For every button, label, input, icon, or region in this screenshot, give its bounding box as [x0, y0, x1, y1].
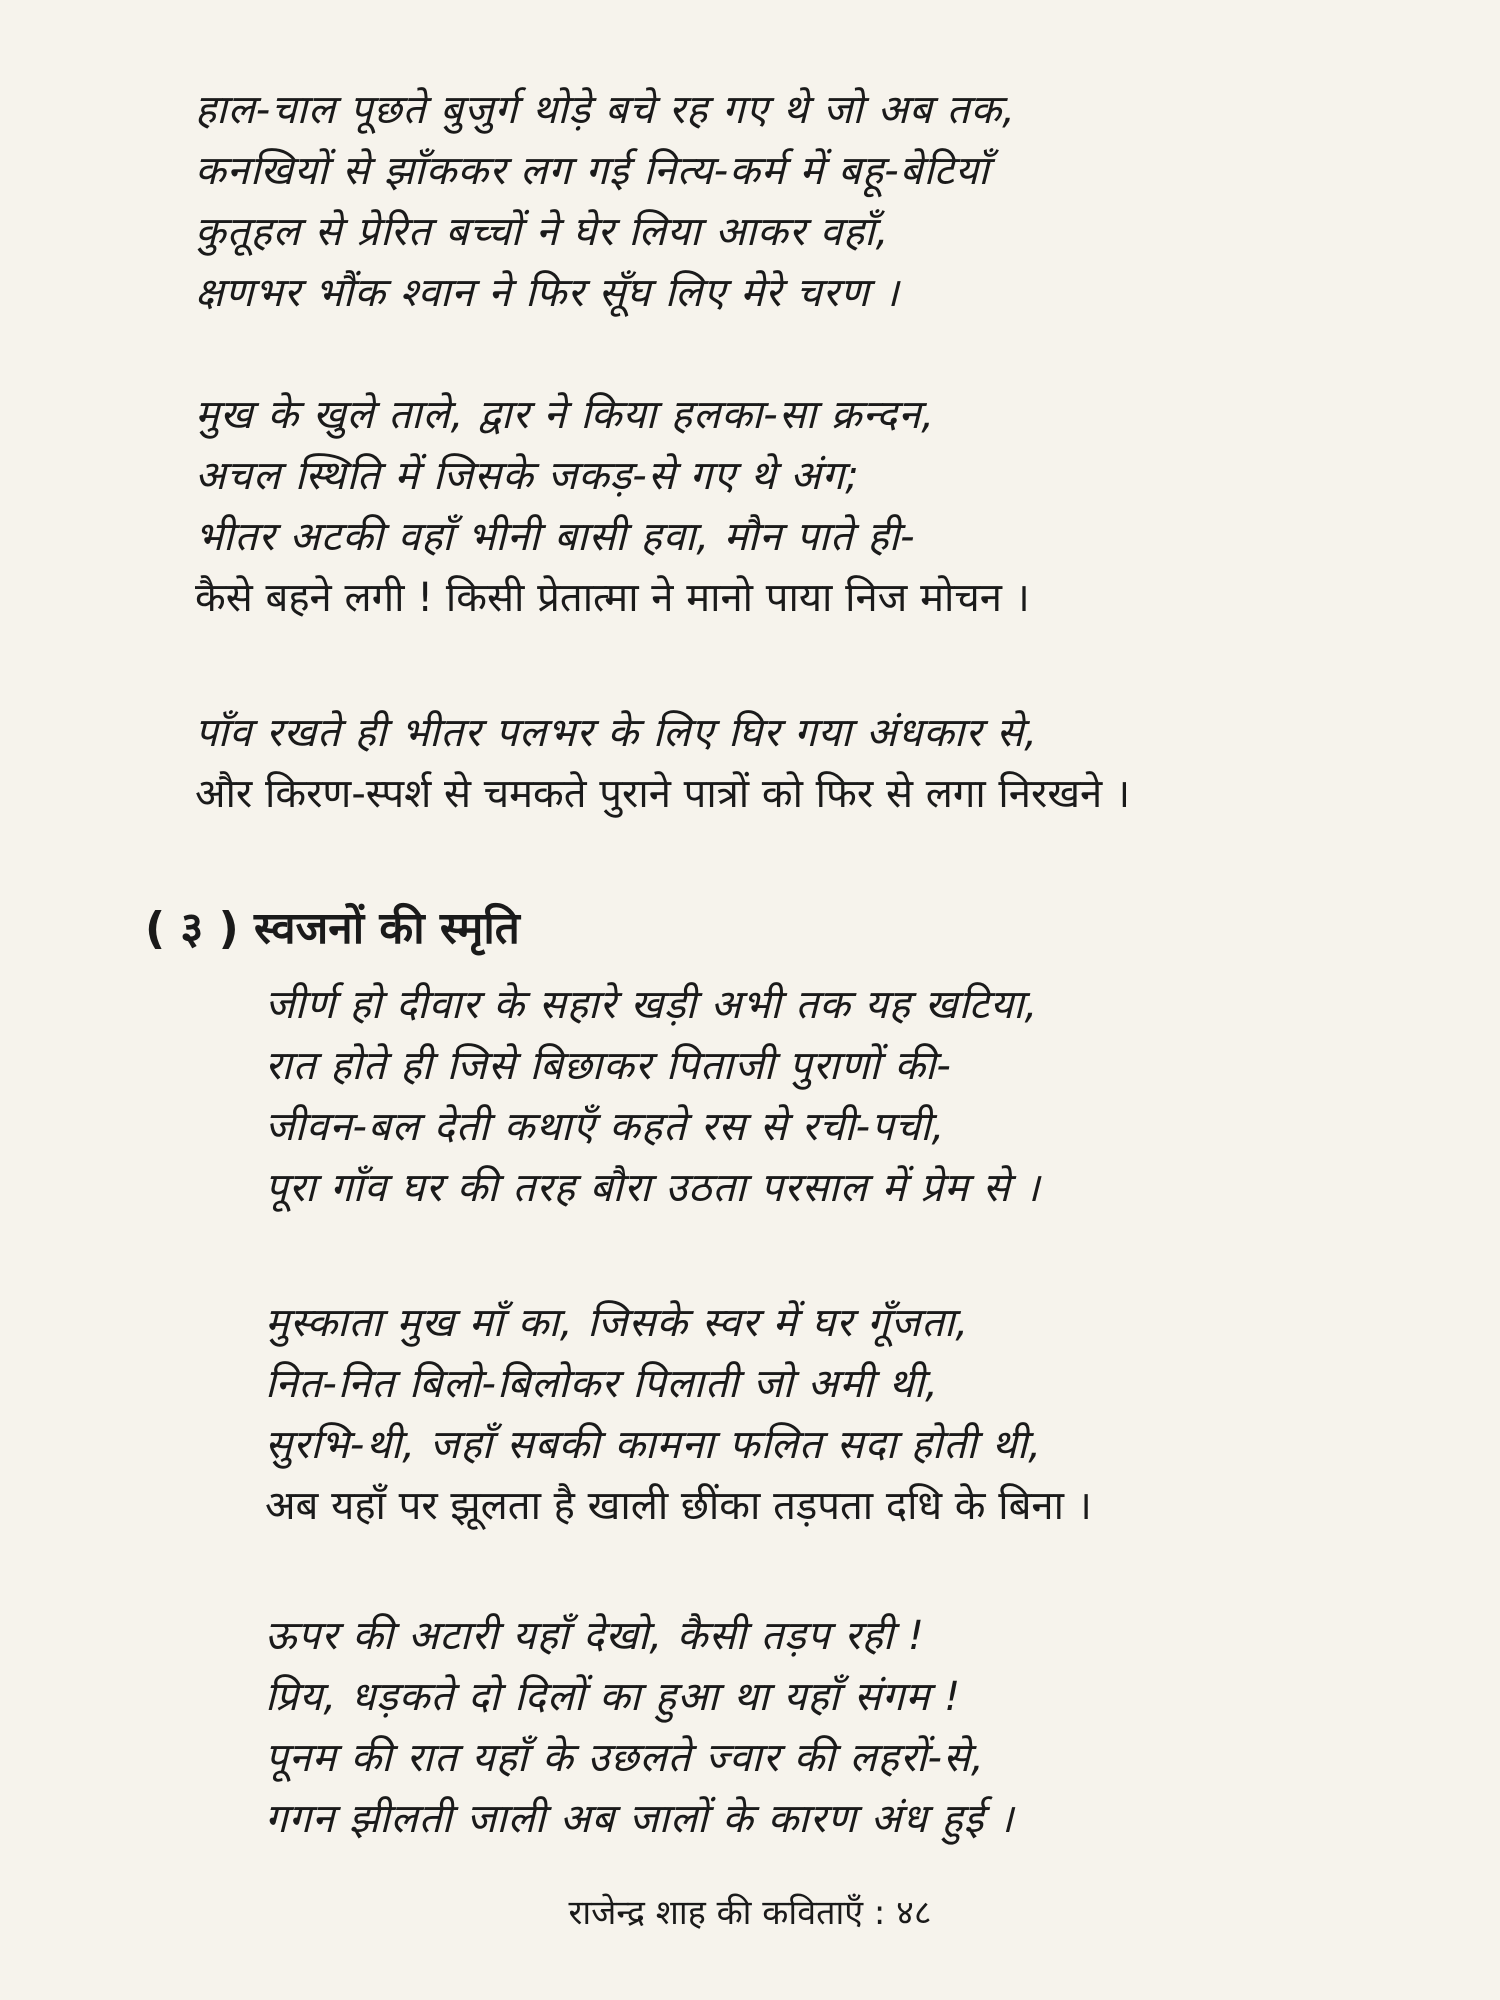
- poem-line: हाल-चाल पूछते बुजुर्ग थोड़े बचे रह गए थे जो अब तक,: [195, 87, 1016, 133]
- poem-line: पूरा गाँव घर की तरह बौरा उठता परसाल में प्रेम से ।: [265, 1165, 1041, 1211]
- poem-line: कैसे बहने लगी ! किसी प्रेतात्मा ने मानो पाया निज मोचन ।: [195, 575, 1030, 621]
- poem-line: जीवन-बल देती कथाएँ कहते रस से रची-पची,: [265, 1104, 946, 1150]
- section-heading: ( ३ ) स्वजनों की स्मृति: [145, 903, 520, 954]
- poem-line: प्रिय, धड़कते दो दिलों का हुआ था यहाँ संगम !: [265, 1674, 962, 1720]
- poem-line: गगन झीलती जाली अब जालों के कारण अंध हुई ।: [265, 1796, 1015, 1842]
- stanza-5: [265, 1293, 1092, 1537]
- poem-line: जीर्ण हो दीवार के सहारे खड़ी अभी तक यह खटिया,: [265, 982, 1039, 1028]
- poem-line: कनखियों से झाँककर लग गई नित्य-कर्म में बहू-बेटियाँ: [195, 148, 990, 194]
- poem-line: भीतर अटकी वहाँ भीनी बासी हवा, मौन पाते ही-: [195, 514, 916, 560]
- poem-line: अब यहाँ पर झूलता है खाली छींका तड़पता दधि के बिना ।: [265, 1483, 1092, 1529]
- poem-line: ऊपर की अटारी यहाँ देखो, कैसी तड़प रही !: [265, 1613, 925, 1659]
- poem-line: पूनम की रात यहाँ के उछलते ज्वार की लहरों-से,: [265, 1735, 985, 1781]
- poem-line: नित-नित बिलो-बिलोकर पिलाती जो अमी थी,: [265, 1361, 939, 1407]
- stanza-1: [195, 80, 1016, 324]
- poem-line: रात होते ही जिसे बिछाकर पिताजी पुराणों की-: [265, 1043, 952, 1089]
- poem-line: पाँव रखते ही भीतर पलभर के लिए घिर गया अंधकार से,: [195, 710, 1039, 756]
- poem-line: और किरण-स्पर्श से चमकते पुराने पात्रों को फिर से लगा निरखने ।: [195, 771, 1131, 817]
- stanza-6: [265, 1606, 1014, 1850]
- poem-line: सुरभि-थी, जहाँ सबकी कामना फलित सदा होती थी,: [265, 1422, 1042, 1468]
- poem-line: क्षणभर भौंक श्वान ने फिर सूँघ लिए मेरे चरण ।: [195, 270, 900, 316]
- stanza-2: [195, 385, 1030, 629]
- poem-line: मुस्काता मुख माँ का, जिसके स्वर में घर गूँजता,: [265, 1300, 970, 1346]
- poem-line: कुतूहल से प्रेरित बच्चों ने घेर लिया आकर वहाँ,: [195, 209, 890, 255]
- poem-line: अचल स्थिति में जिसके जकड़-से गए थे अंग;: [195, 453, 860, 499]
- page-footer: राजेन्द्र शाह की कविताएँ : ४८: [568, 1893, 932, 1933]
- stanza-4: [265, 975, 1041, 1219]
- poem-line: मुख के खुले ताले, द्वार ने किया हलका-सा क्रन्दन,: [195, 392, 935, 438]
- stanza-3: [195, 703, 1130, 825]
